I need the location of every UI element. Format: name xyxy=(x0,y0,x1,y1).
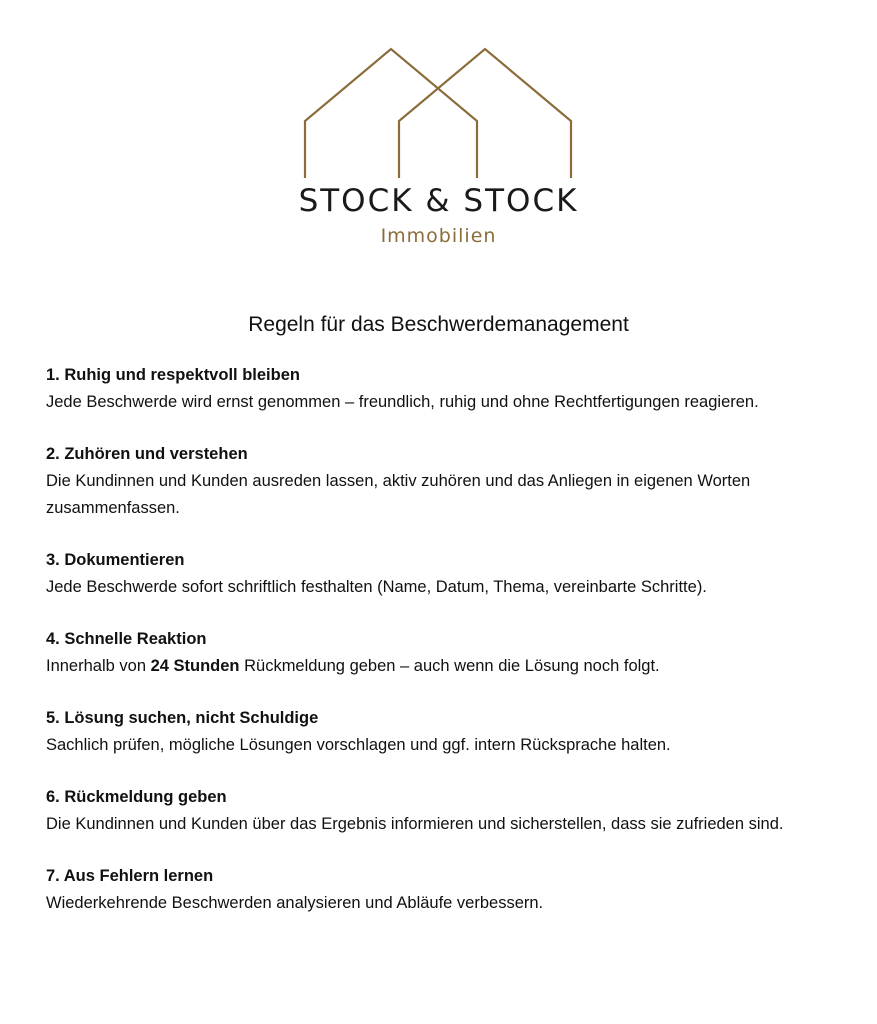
brand-name: STOCK & STOCK xyxy=(298,183,579,219)
rule-item xyxy=(46,362,846,416)
two-houses-outline-icon xyxy=(0,0,877,180)
right-house-outline xyxy=(399,49,571,178)
left-house-outline xyxy=(305,49,477,178)
rule-text-emphasis: 24 Stunden xyxy=(150,657,240,675)
rule-item xyxy=(46,441,846,522)
rule-text: Die Kundinnen und Kunden ausreden lassen, aktiv zuhören und das Anliegen in eigenen Worten zusammenfassen. xyxy=(46,472,751,517)
rule-text-part: Rückmeldung geben – auch wenn die Lösung noch folgt. xyxy=(239,657,660,675)
brand-subtitle: Immobilien xyxy=(380,225,497,247)
rule-text: Jede Beschwerde sofort schriftlich festhalten (Name, Datum, Thema, vereinbarte Schritte). xyxy=(46,578,707,596)
rule-heading: 5. Lösung suchen, nicht Schuldige xyxy=(46,709,319,727)
rule-heading: 1. Ruhig und respektvoll bleiben xyxy=(46,366,300,384)
rule-text: Sachlich prüfen, mögliche Lösungen vorschlagen und ggf. intern Rücksprache halten. xyxy=(46,736,671,754)
rule-heading: 7. Aus Fehlern lernen xyxy=(46,867,214,885)
rule-item xyxy=(46,626,846,680)
company-logo xyxy=(0,0,877,260)
document-title: Regeln für das Beschwerdemanagement xyxy=(248,313,629,336)
rule-item xyxy=(46,784,846,838)
rule-item xyxy=(46,863,846,917)
rule-text: Die Kundinnen und Kunden über das Ergebnis informieren und sicherstellen, dass sie zufrieden sind. xyxy=(46,815,784,833)
rule-heading: 2. Zuhören und verstehen xyxy=(46,445,248,463)
rule-text xyxy=(46,653,846,680)
rule-text: Jede Beschwerde wird ernst genommen – freundlich, ruhig und ohne Rechtfertigungen reagieren. xyxy=(46,393,759,411)
rule-heading: 6. Rückmeldung geben xyxy=(46,788,227,806)
rule-text-part: Innerhalb von xyxy=(46,657,151,675)
rule-heading: 4. Schnelle Reaktion xyxy=(46,630,207,648)
rule-item xyxy=(46,705,846,759)
rules-list xyxy=(46,362,846,942)
rule-item xyxy=(46,547,846,601)
rule-text: Wiederkehrende Beschwerden analysieren und Abläufe verbessern. xyxy=(46,894,544,912)
rule-heading: 3. Dokumentieren xyxy=(46,551,185,569)
